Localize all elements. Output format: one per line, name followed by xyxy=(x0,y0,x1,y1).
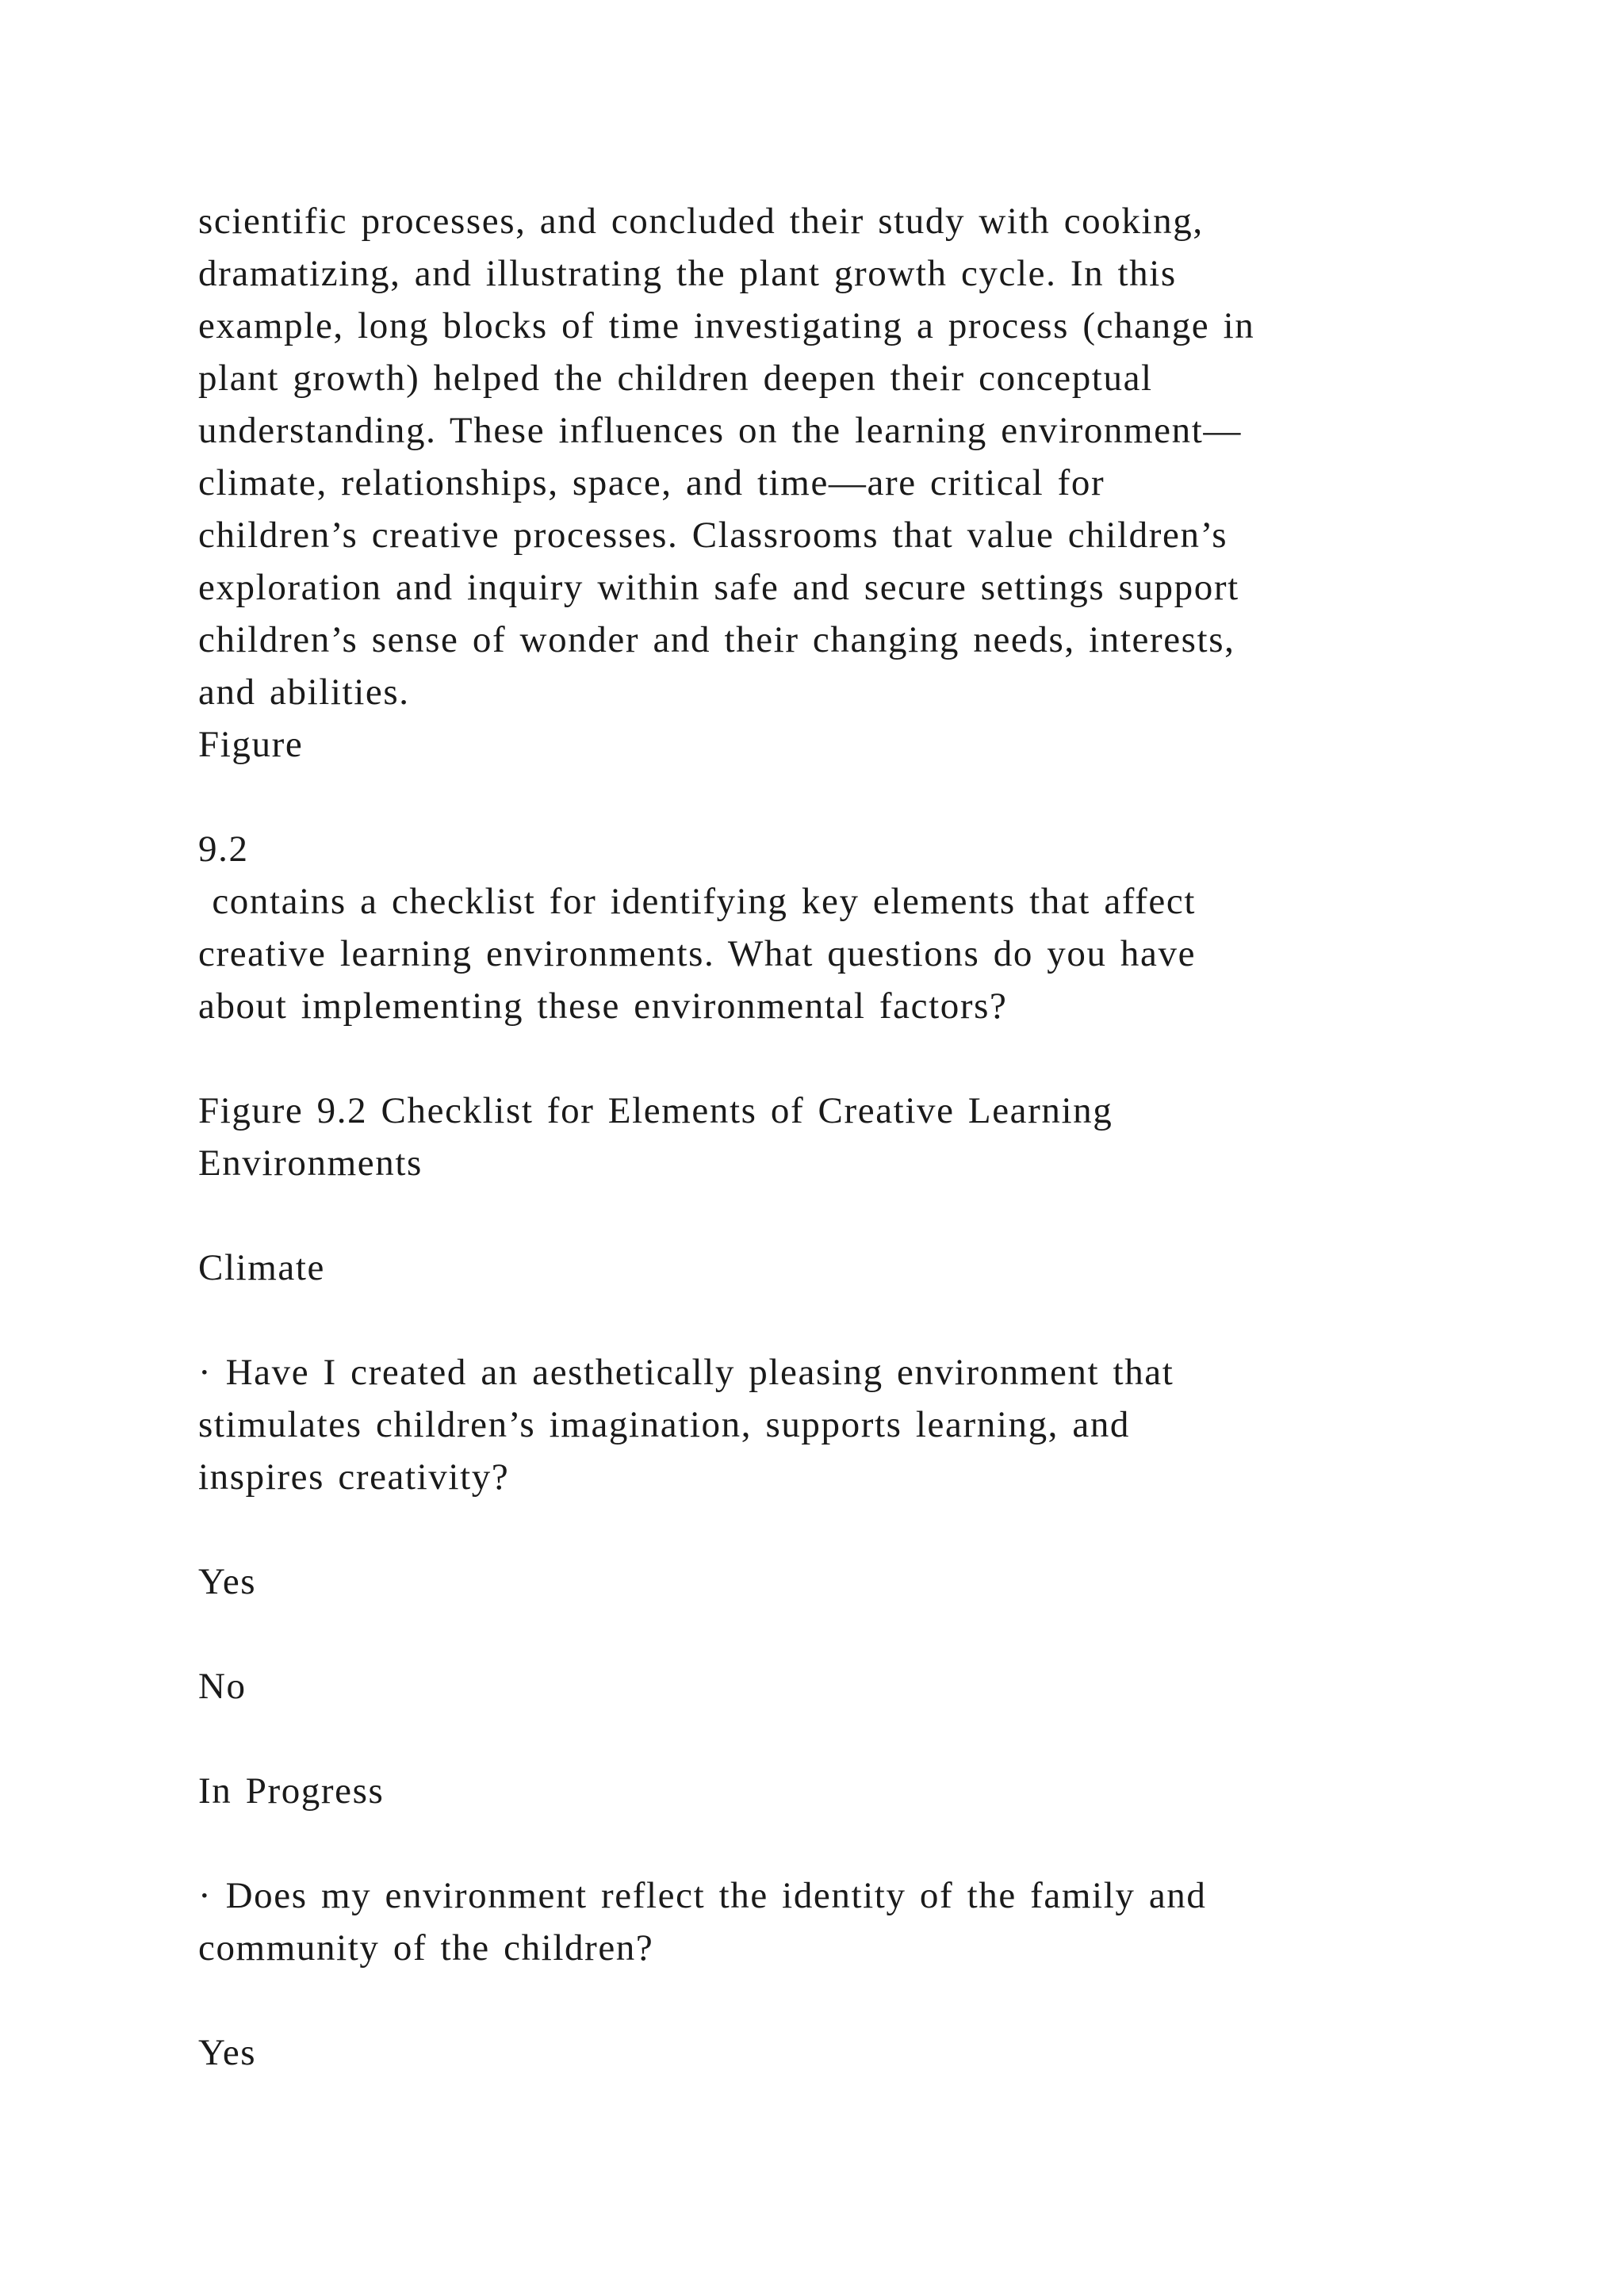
answer-option-in-progress: In Progress xyxy=(198,1770,385,1812)
text-line: about implementing these environmental factors? xyxy=(198,985,1008,1027)
spacer xyxy=(198,1294,1435,1346)
paragraph-checklist-intro xyxy=(198,875,1435,1032)
text-line: dramatizing, and illustrating the plant growth cycle. In this xyxy=(198,253,1177,294)
text-line: children’s creative processes. Classrooms that value children’s xyxy=(198,515,1228,556)
text-line: creative learning environments. What questions do you have xyxy=(198,933,1197,974)
spacer xyxy=(198,1503,1435,1556)
answer-option-no: No xyxy=(198,1666,247,1707)
spacer xyxy=(198,1817,1435,1869)
text-line: Environments xyxy=(198,1142,423,1184)
figure-reference-word: Figure xyxy=(198,724,304,765)
answer-option-yes: Yes xyxy=(198,1561,257,1602)
spacer xyxy=(198,1712,1435,1765)
text-line: contains a checklist for identifying key elements that affect xyxy=(198,881,1197,922)
text-line: plant growth) helped the children deepen their conceptual xyxy=(198,358,1153,399)
figure-caption xyxy=(198,1085,1435,1189)
figure-reference-number: 9.2 xyxy=(198,828,249,870)
text-line: climate, relationships, space, and time—are critical for xyxy=(198,462,1105,503)
answer-option-yes: Yes xyxy=(198,2032,257,2073)
text-line: example, long blocks of time investigating a process (change in xyxy=(198,305,1255,346)
text-line: exploration and inquiry within safe and secure settings support xyxy=(198,567,1239,608)
document-body xyxy=(198,195,1435,2079)
text-line: · Have I created an aesthetically pleasing environment that xyxy=(198,1352,1174,1393)
text-line: scientific processes, and concluded their study with cooking, xyxy=(198,201,1204,242)
spacer xyxy=(198,1608,1435,1660)
text-line: Figure 9.2 Checklist for Elements of Creative Learning xyxy=(198,1090,1113,1131)
spacer xyxy=(198,1032,1435,1085)
spacer xyxy=(198,771,1435,823)
text-line: · Does my environment reflect the identity of the family and xyxy=(198,1875,1207,1916)
text-line: children’s sense of wonder and their changing needs, interests, xyxy=(198,619,1235,660)
checklist-question-aesthetics xyxy=(198,1346,1435,1503)
text-line: and abilities. xyxy=(198,672,410,713)
text-line: understanding. These influences on the learning environment— xyxy=(198,410,1242,451)
text-line: stimulates children’s imagination, supports learning, and xyxy=(198,1404,1131,1445)
spacer xyxy=(198,1974,1435,2026)
text-line: community of the children? xyxy=(198,1927,654,1969)
checklist-question-identity xyxy=(198,1869,1435,1974)
spacer xyxy=(198,1189,1435,1242)
section-heading-climate: Climate xyxy=(198,1247,326,1288)
paragraph-plant-growth xyxy=(198,195,1435,718)
text-line: inspires creativity? xyxy=(198,1456,510,1498)
